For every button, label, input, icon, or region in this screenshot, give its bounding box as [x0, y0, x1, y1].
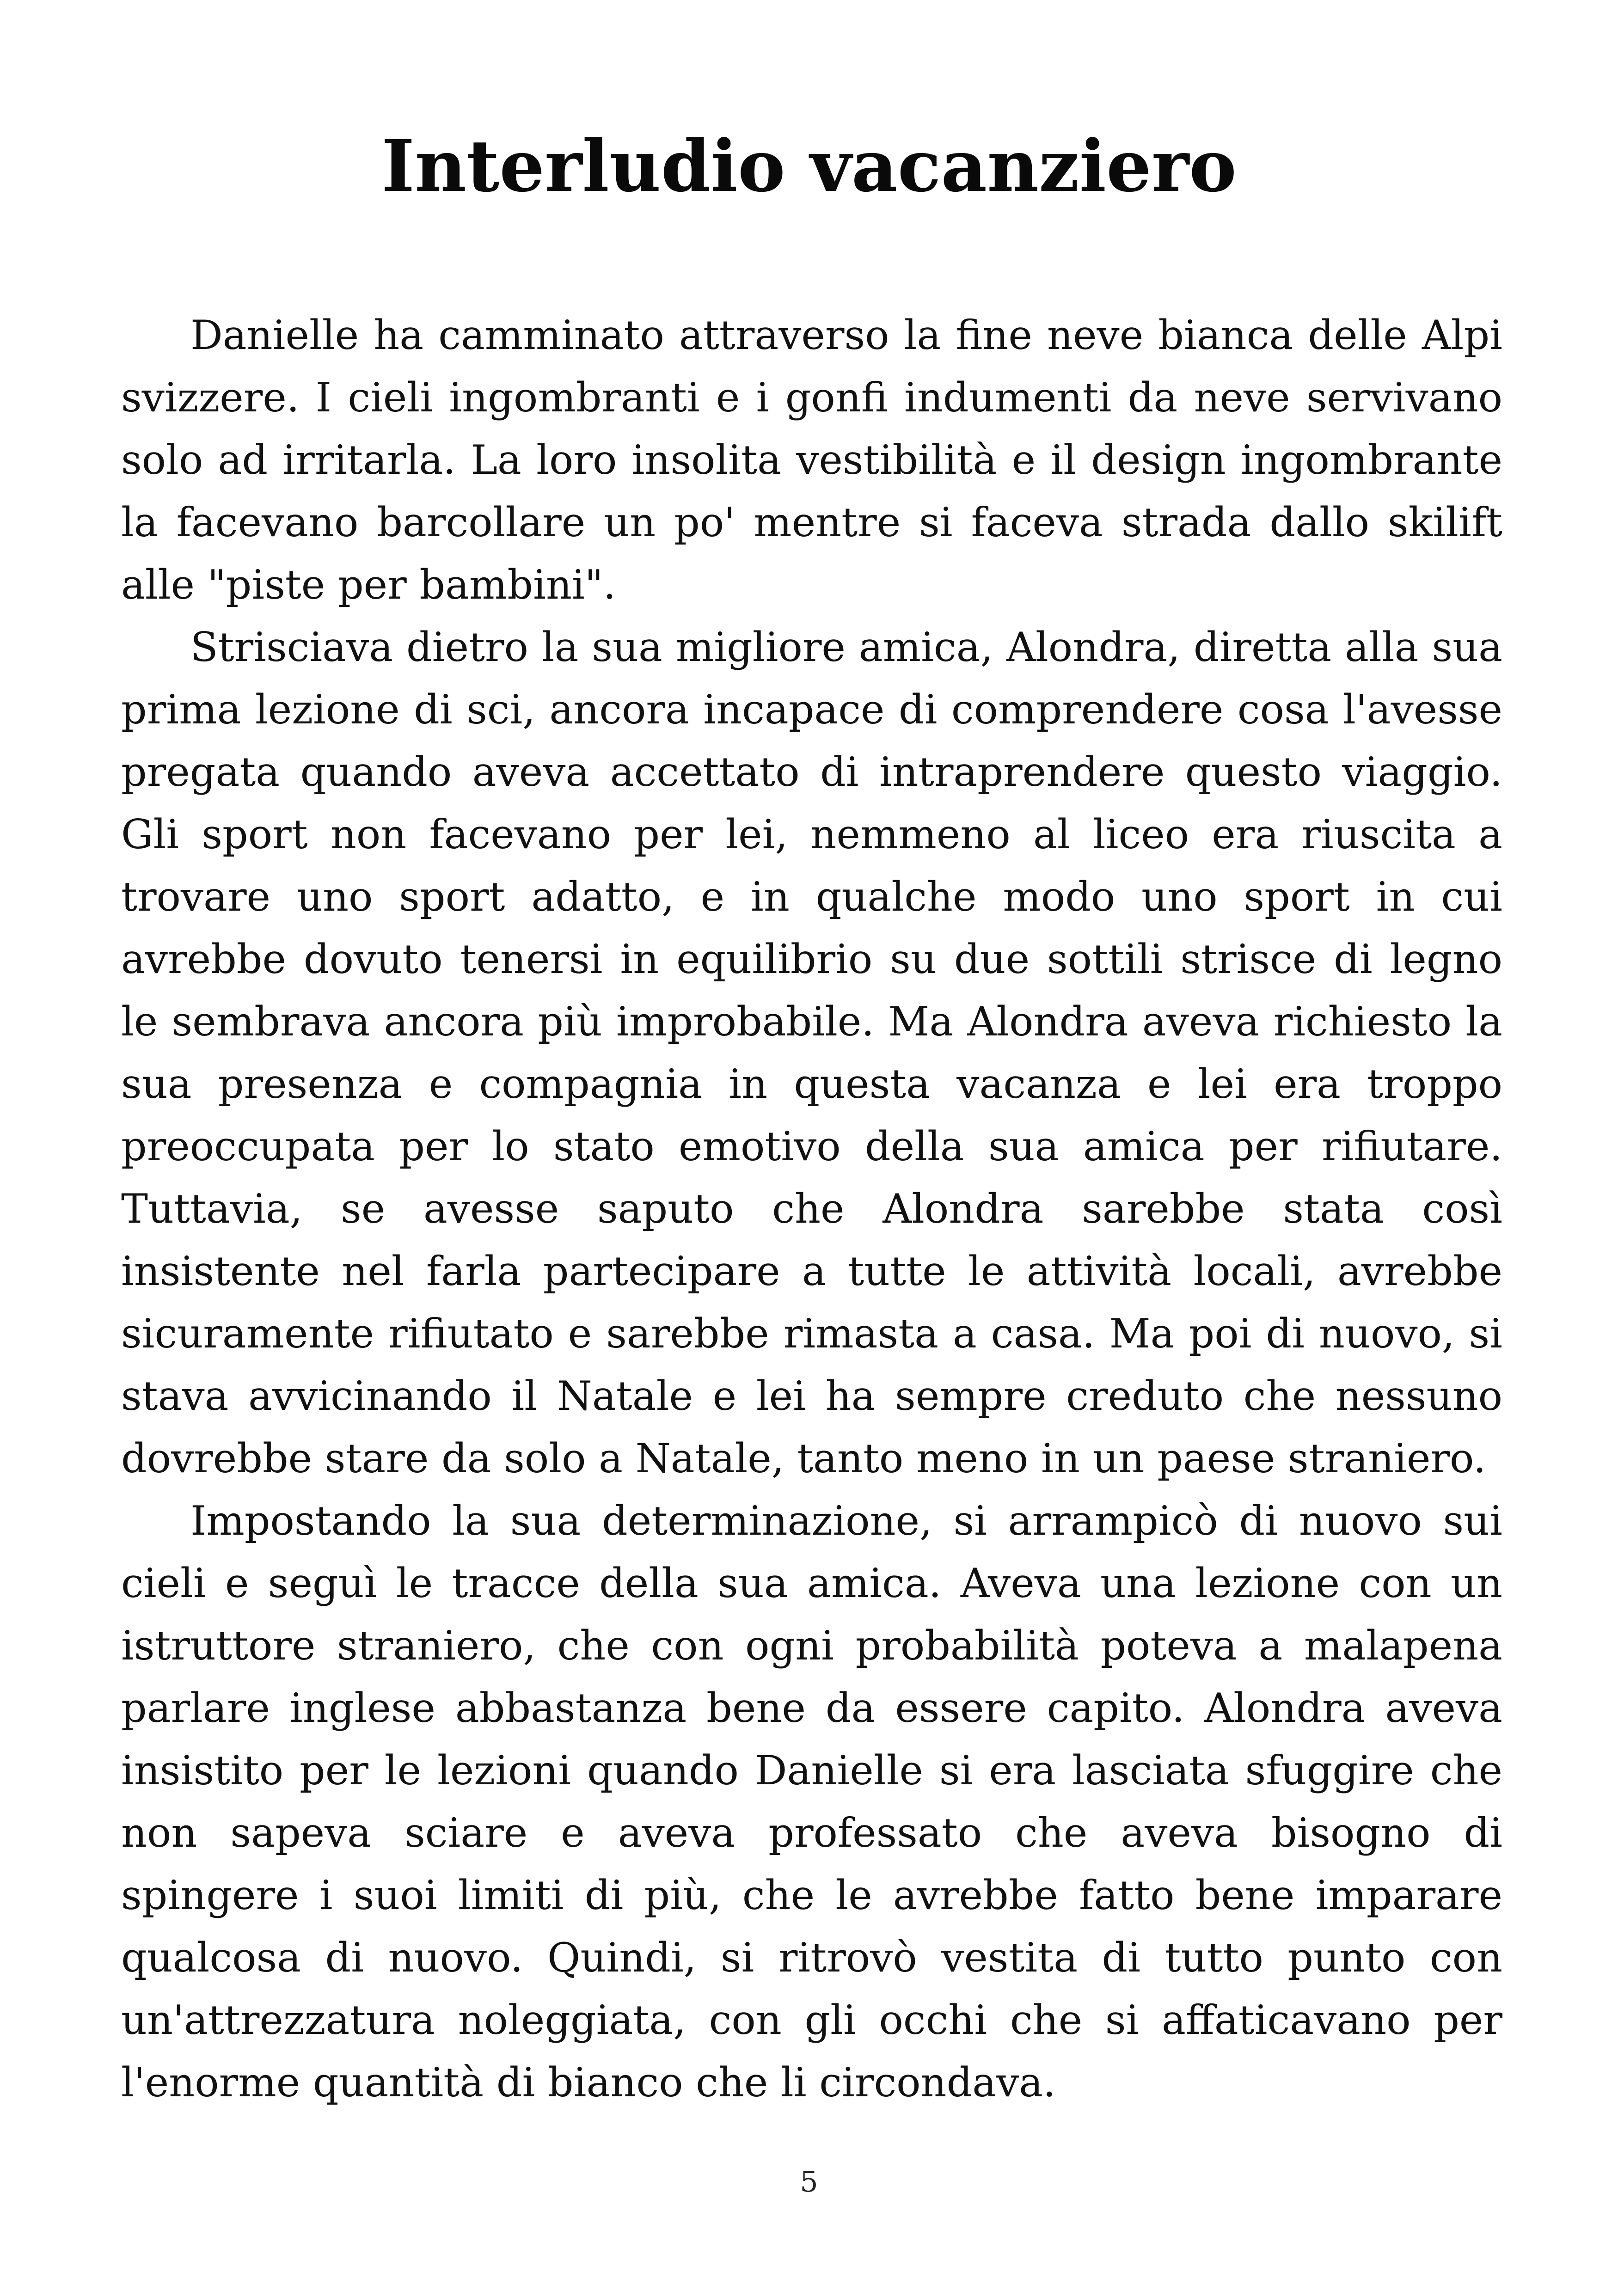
chapter-body [121, 304, 1502, 2114]
paragraph-1: Danielle ha camminato attraverso la fine neve bianca delle Alpi svizzere. I cieli ingombranti e i gonfi indumenti da neve servivano solo ad irritarla. La loro insolita vestibilità e il design ingombrante la facevano barcollare un po' mentre si faceva strada dallo skilift alle "piste per bambini". [121, 312, 1502, 608]
paragraph-3: Impostando la sua determinazione, si arrampicò di nuovo sui cieli e seguì le tracce della sua amica. Aveva una lezione con un istruttore straniero, che con ogni probabilità poteva a malapena parlare inglese abbastanza bene da essere capito. Alondra aveva insistito per le lezioni quando Danielle si era lasciata sfuggire che non sapeva sciare e aveva professato che aveva bisogno di spingere i suoi limiti di più, che le avrebbe fatto bene imparare qualcosa di nuovo. Quindi, si ritrovò vestita di tutto punto con un'attrezzatura noleggiata, con gli occhi che si affaticavano per l'enorme quantità di bianco che li circondava. [121, 1497, 1502, 2106]
chapter-title: Interludio vacanziero [381, 124, 1237, 208]
paragraph-2: Strisciava dietro la sua migliore amica, Alondra, diretta alla sua prima lezione di sci, ancora incapace di comprendere cosa l'avesse pregata quando aveva accettato di intraprendere questo viaggio. Gli sport non facevano per lei, nemmeno al liceo era riuscita a trovare uno sport adatto, e in qualche modo uno sport in cui avrebbe dovuto tenersi in equilibrio su due sottili strisce di legno le sembrava ancora più improbabile. Ma Alondra aveva richiesto la sua presenza e compagnia in questa vacanza e lei era troppo preoccupata per lo stato emotivo della sua amica per rifiutare. Tuttavia, se avesse saputo che Alondra sarebbe stata così insistente nel farla partecipare a tutte le attività locali, avrebbe sicuramente rifiutato e sarebbe rimasta a casa. Ma poi di nuovo, si stava avvicinando il Natale e lei ha sempre creduto che nessuno dovrebbe stare da solo a Natale, tanto meno in un paese straniero. [121, 624, 1502, 1482]
page-number: 5 [800, 2165, 818, 2198]
